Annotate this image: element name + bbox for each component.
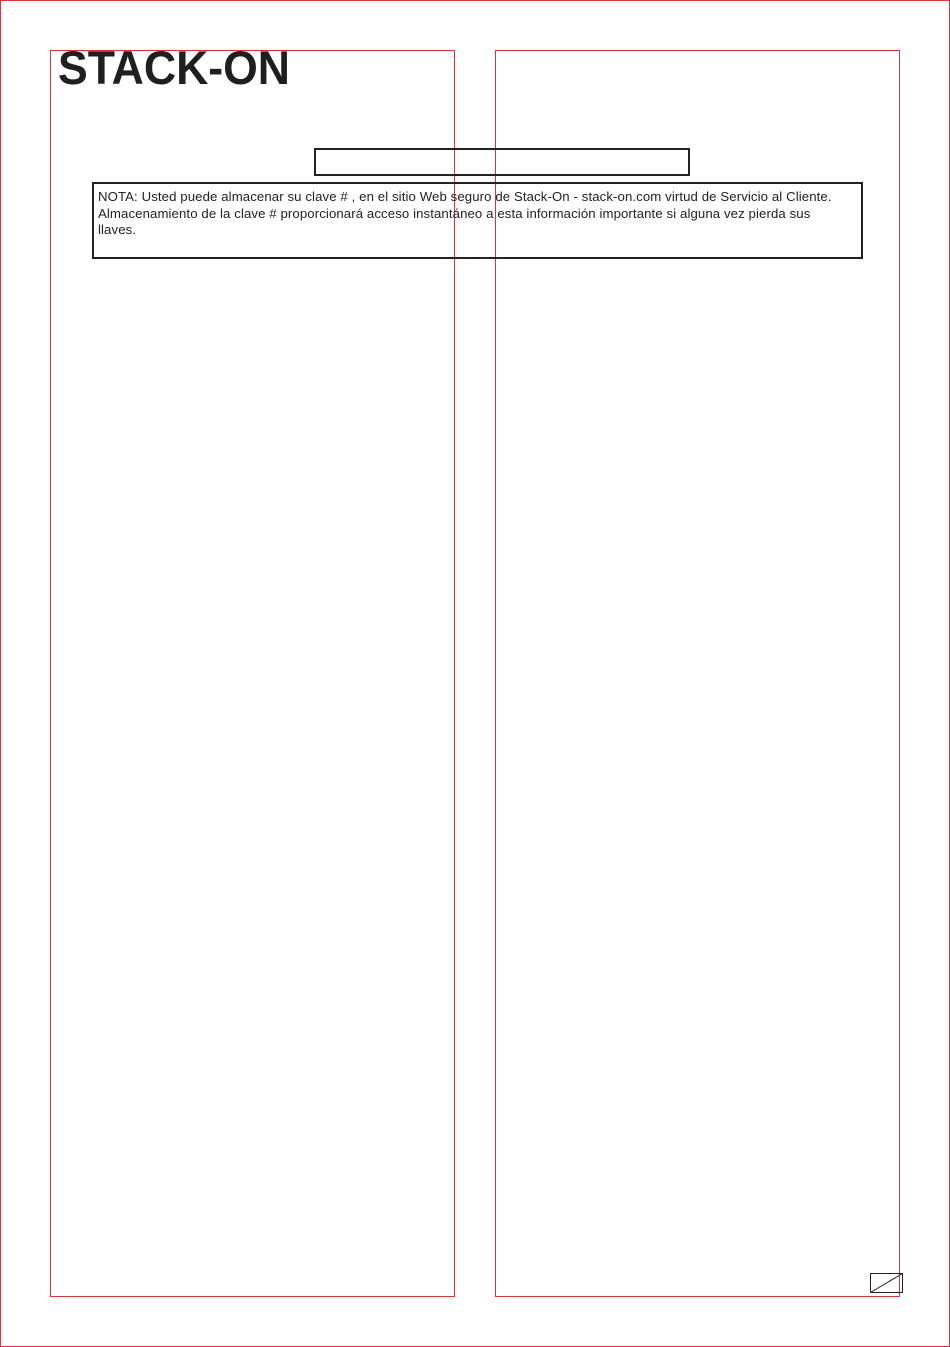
logo-text: STACK-ON <box>58 46 290 86</box>
stack-on-logo <box>58 46 290 86</box>
diagonal-box-icon <box>870 1273 903 1293</box>
note-line-2: Almacenamiento de la clave # proporcionará acceso instantáneo a esta información importante si alguna vez pierda sus <box>98 205 811 221</box>
note-box <box>92 182 863 259</box>
note-line-1: NOTA: Usted puede almacenar su clave # , en el sitio Web seguro de Stack-On - stack-on.com virtud de Servicio al Cliente. <box>98 189 832 204</box>
title-box <box>314 148 690 176</box>
note-line-3: llaves. <box>98 222 137 237</box>
